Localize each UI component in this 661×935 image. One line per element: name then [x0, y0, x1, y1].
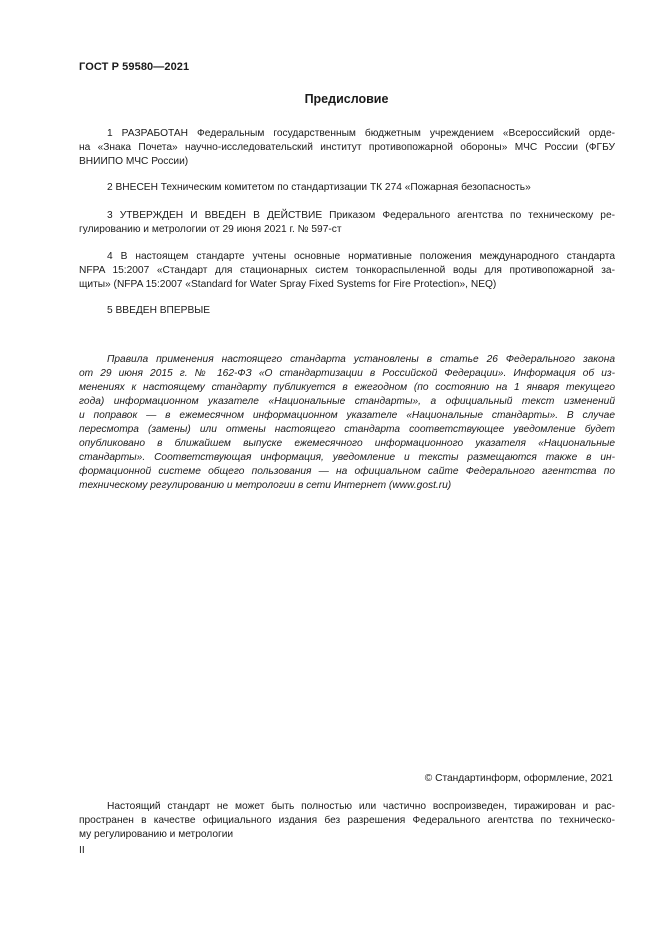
rules-line-1: Правила применения настоящего стандарта установлены в статье 26 Федерального закона [107, 354, 615, 365]
rules-line-8: стандарты». Соответствующая информация, уведомление и тексты размещаются также в ин- [79, 452, 615, 463]
rules-line-4: года) информационном указателе «Национальные стандарты», а официальный текст изменений [79, 396, 615, 407]
notice-line-3: му регулированию и метрологии [79, 829, 234, 840]
page-title: Предисловие [304, 92, 389, 106]
item-4-line-2: NFPA 15:2007 «Стандарт для стационарных систем тонкораспыленной воды для противопожарной за- [79, 265, 615, 276]
rules-line-9: формационной системе общего пользования — на официальном сайте Федерального агентства по [79, 466, 615, 477]
item-2-line-1: 2 ВНЕСЕН Техническим комитетом по стандартизации ТК 274 «Пожарная безопасность» [107, 182, 531, 193]
foreword-item-1 [79, 127, 615, 169]
foreword-item-2 [79, 181, 615, 195]
rules-line-10: техническому регулированию и метрологии в сети Интернет (www.gost.ru) [79, 480, 452, 491]
rules-line-3: менениях к настоящему стандарту публикуется в ежегодном (по состоянию на 1 января текущего [79, 382, 615, 393]
rules-line-7: опубликовано в ближайшем выпуске ежемесячного информационного указателя «Национальные [79, 438, 615, 449]
copyright-notice: © Стандартинформ, оформление, 2021 [424, 773, 613, 784]
notice-line-1: Настоящий стандарт не может быть полностью или частично воспроизведен, тиражирован и рас- [107, 801, 615, 812]
item-1-line-1: 1 РАЗРАБОТАН Федеральным государственным бюджетным учреждением «Всероссийский орде- [107, 128, 615, 139]
standard-code: ГОСТ Р 59580—2021 [79, 61, 190, 73]
rules-note [79, 353, 615, 493]
item-4-line-1: 4 В настоящем стандарте учтены основные нормативные положения международного стандарта [107, 251, 615, 262]
item-3-line-2: гулированию и метрологии от 29 июня 2021 г. № 597-ст [79, 224, 342, 235]
item-1-line-3: ВНИИПО МЧС России) [79, 156, 189, 167]
item-4-line-3: щиты» (NFPA 15:2007 «Standard for Water Spray Fixed Systems for Fire Protection», NEQ) [79, 279, 497, 290]
rules-line-5: и поправок — в ежемесячном информационном указателе «Национальные стандарты». В случае [79, 410, 615, 421]
foreword-item-3 [79, 209, 615, 237]
rules-line-2: от 29 июня 2015 г. № 162-ФЗ «О стандартизации в Российской Федерации». Информация об из- [79, 368, 615, 379]
rules-line-6: пересмотра (замены) или отмены настоящего стандарта соответствующее уведомление будет [79, 424, 615, 435]
notice-line-2: пространен в качестве официального издания без разрешения Федерального агентства по техническо- [79, 815, 615, 826]
item-1-line-2: на «Знака Почета» научно-исследовательский институт противопожарной обороны» МЧС России (ФГБУ [79, 142, 615, 153]
foreword-item-5 [79, 304, 615, 318]
reproduction-notice [79, 800, 615, 842]
foreword-item-4 [79, 250, 615, 292]
page-number: II [79, 845, 85, 856]
item-5-line-1: 5 ВВЕДЕН ВПЕРВЫЕ [107, 305, 211, 316]
item-3-line-1: 3 УТВЕРЖДЕН И ВВЕДЕН В ДЕЙСТВИЕ Приказом Федерального агентства по техническому ре- [107, 210, 615, 221]
